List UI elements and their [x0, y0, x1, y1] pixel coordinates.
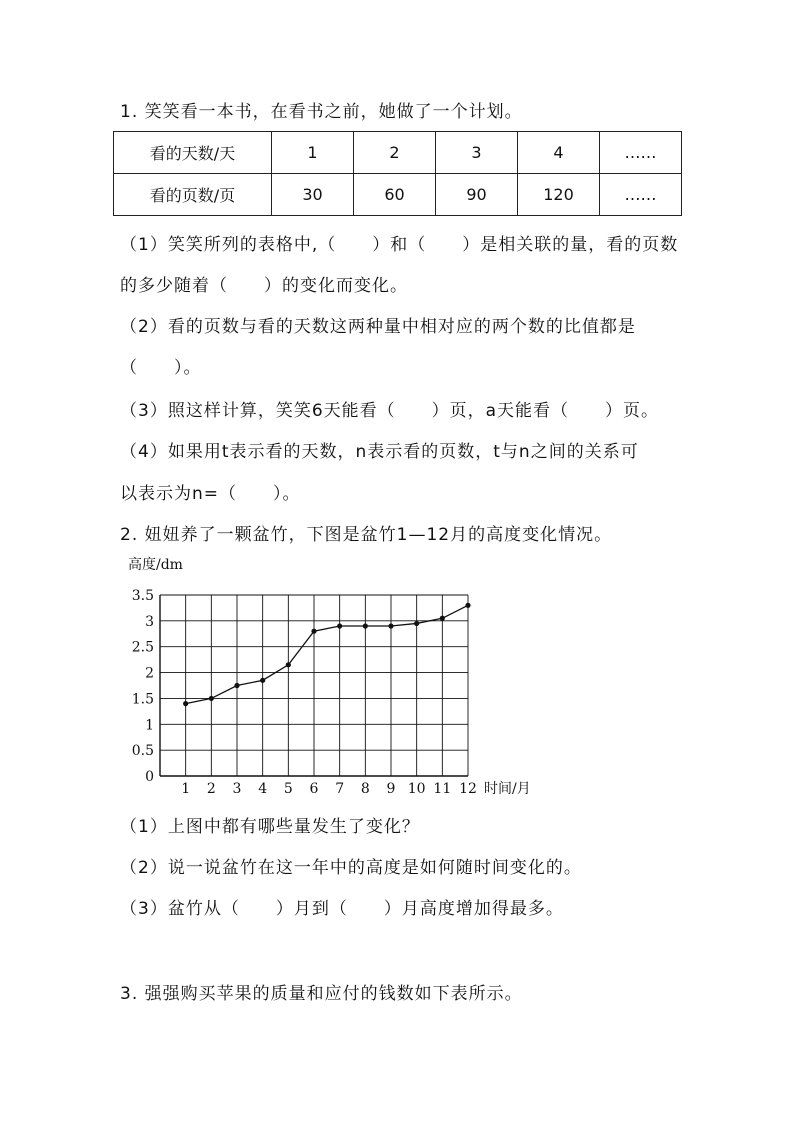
data-point	[183, 701, 188, 706]
x-tick-label: 1	[181, 781, 191, 797]
x-tick-label: 9	[386, 781, 396, 797]
q1-part4-line1: （4）如果用t表示看的天数，n表示看的页数，t与n之间的关系可	[120, 442, 639, 462]
x-tick-label: 4	[258, 781, 268, 797]
table-cell: 2	[354, 132, 436, 174]
q1-part3: （3）照这样计算，笑笑6天能看（ ）页，a天能看（ ）页。	[120, 401, 660, 421]
y-tick-label: 2	[145, 665, 154, 682]
q2-part1: （1）上图中都有哪些量发生了变化？	[120, 817, 420, 837]
table-cell: 90	[436, 174, 518, 216]
q1-part2-line2: （ ）。	[120, 358, 202, 378]
q2-part3: （3）盆竹从（ ）月到（ ）月高度增加得最多。	[120, 899, 564, 919]
q1-title: 1. 笑笑看一本书，在看书之前，她做了一个计划。	[120, 102, 523, 122]
q2-part2: （2）说一说盆竹在这一年中的高度是如何随时间变化的。	[120, 858, 582, 878]
y-tick-label: 1	[145, 717, 154, 734]
y-tick-label: 3.5	[131, 588, 154, 604]
y-tick-label: 1.5	[131, 691, 154, 708]
q1-part1-line1: （1）笑笑所列的表格中,（ ）和（ ）是相关联的量，看的页数	[120, 235, 679, 255]
x-tick-label: 3	[232, 781, 242, 797]
y-tick-label: 2.5	[131, 639, 154, 656]
q3-title: 3. 强强购买苹果的质量和应付的钱数如下表所示。	[120, 984, 523, 1004]
y-tick-label: 0	[145, 769, 154, 785]
x-tick-label: 10	[407, 781, 426, 797]
y-axis-label: 高度/dm	[128, 557, 183, 573]
x-tick-label: 11	[433, 781, 452, 797]
table-cell: 3	[436, 132, 518, 174]
table-cell: 1	[272, 132, 354, 174]
data-point	[440, 616, 445, 621]
x-tick-label: 5	[283, 781, 293, 797]
data-point	[414, 621, 419, 626]
y-tick-label: 0.5	[131, 743, 154, 760]
q1-table	[113, 131, 682, 216]
q2-title: 2. 妞妞养了一颗盆竹，下图是盆竹1—12月的高度变化情况。	[120, 525, 613, 545]
table-cell: 4	[518, 132, 600, 174]
table-row	[114, 174, 682, 216]
y-tick-label: 3	[145, 613, 154, 630]
height-line-chart	[120, 550, 560, 800]
table-cell: 120	[518, 174, 600, 216]
x-tick-label: 7	[335, 781, 345, 797]
q1-part2-line1: （2）看的页数与看的天数这两种量中相对应的两个数的比值都是	[120, 317, 636, 337]
data-point	[337, 623, 342, 628]
table-cell: ……	[600, 132, 682, 174]
data-point	[363, 623, 368, 628]
series-line	[186, 605, 468, 703]
data-point	[286, 662, 291, 667]
x-tick-label: 8	[360, 781, 370, 797]
data-point	[311, 629, 316, 634]
x-tick-label: 6	[309, 781, 319, 797]
table-row-label: 看的天数/天	[114, 132, 272, 174]
x-axis-label: 时间/月	[484, 781, 531, 797]
table-cell: 60	[354, 174, 436, 216]
data-point	[260, 678, 265, 683]
table-row	[114, 132, 682, 174]
table-cell: 30	[272, 174, 354, 216]
data-point	[465, 603, 470, 608]
q1-part1-line2: 的多少随着（ ）的变化而变化。	[120, 276, 408, 296]
data-point	[234, 683, 239, 688]
y-tick-labels	[132, 588, 154, 785]
table-row-label: 看的页数/页	[114, 174, 272, 216]
x-tick-label: 2	[206, 781, 216, 797]
table-cell: ……	[600, 174, 682, 216]
q1-part4-line2: 以表示为n=（ ）。	[120, 484, 301, 504]
data-point	[209, 696, 214, 701]
x-tick-labels	[181, 781, 477, 797]
x-tick-label: 12	[459, 781, 477, 797]
data-point	[388, 623, 393, 628]
